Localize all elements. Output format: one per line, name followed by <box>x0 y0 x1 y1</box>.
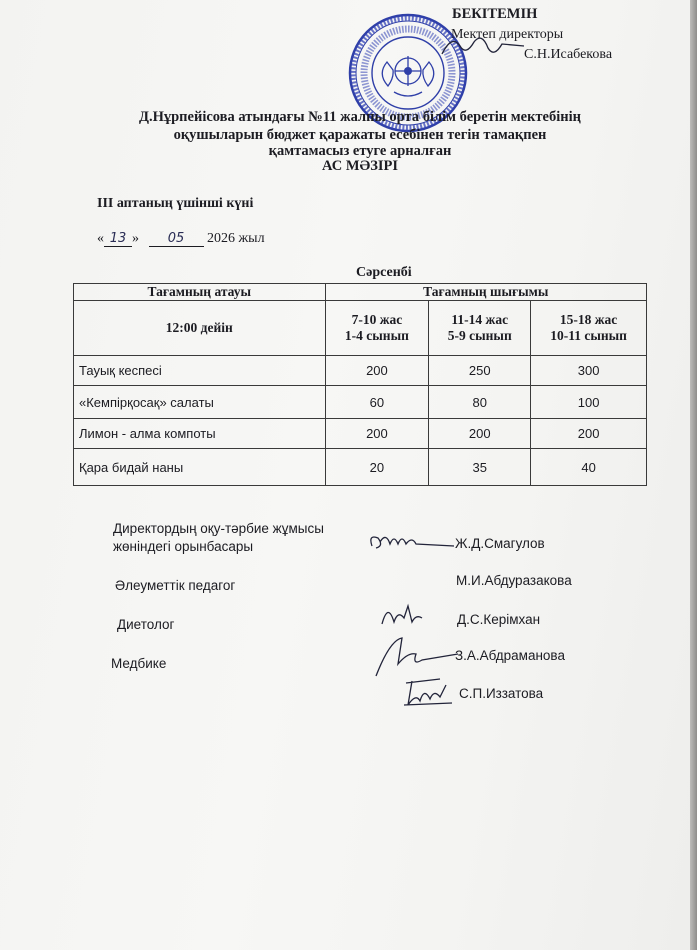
yield-cell: 200 <box>325 419 429 449</box>
date-day: 13 <box>104 231 132 247</box>
weekday: Сәрсенбі <box>356 265 412 280</box>
director-signature <box>438 32 528 62</box>
title-line-2: оқушыларын бюджет қаражаты есебінен тегін тамақпен <box>173 127 547 143</box>
title-line-4: АС МӘЗІРІ <box>321 158 399 174</box>
title-line-1: Д.Нұрпейісова атындағы №11 жалпы орта білім беретін мектебінің <box>138 109 582 125</box>
deputy-name: Ж.Д.Смагулов <box>455 536 545 551</box>
date-line <box>97 231 265 247</box>
age-group-2: 11-14 жас 5-9 сынып <box>429 301 531 356</box>
deputy-title-line-2: жөніндегі орынбасары <box>113 539 254 554</box>
dish-name: Тауық кеспесі <box>74 356 326 386</box>
col-name-header: Тағамның атауы <box>74 284 326 301</box>
table-row <box>74 386 647 419</box>
yield-cell: 200 <box>531 419 647 449</box>
approval-position: Мектеп директоры <box>451 27 564 42</box>
table-header-row <box>74 284 647 301</box>
extra-name: С.П.Иззатова <box>459 686 544 701</box>
yield-cell: 300 <box>531 356 647 386</box>
diet-name: Д.С.Керімхан <box>457 612 541 627</box>
yield-cell: 60 <box>325 386 429 419</box>
age-group-1: 7-10 жас 1-4 сынып <box>325 301 429 356</box>
nurse-title: Медбике <box>111 656 167 671</box>
table-row <box>74 356 647 386</box>
yield-cell: 35 <box>429 449 531 486</box>
table-subheader-row <box>74 301 647 356</box>
date-open-quote: « <box>97 231 104 246</box>
yield-cell: 80 <box>429 386 531 419</box>
social-title: Әлеуметтік педагог <box>115 578 236 593</box>
page-edge <box>690 0 697 950</box>
social-name: М.И.Абдуразакова <box>456 573 572 588</box>
yield-cell: 250 <box>429 356 531 386</box>
table-row <box>74 419 647 449</box>
title-line-3: қамтамасыз етуге арналған <box>268 143 452 159</box>
approval-heading: БЕКІТЕМІН <box>452 6 538 22</box>
date-year: 2026 жыл <box>207 231 265 246</box>
age-group-3: 15-18 жас 10-11 сынып <box>531 301 647 356</box>
time-label: 12:00 дейін <box>74 301 326 356</box>
table-row <box>74 449 647 486</box>
menu-table <box>73 283 647 486</box>
nurse-name: З.А.Абдраманова <box>455 648 565 663</box>
yield-cell: 200 <box>325 356 429 386</box>
diet-title: Диетолог <box>117 617 175 632</box>
yield-cell: 100 <box>531 386 647 419</box>
date-month: 05 <box>149 231 204 247</box>
extra-signature <box>400 675 460 709</box>
date-close-quote: » <box>132 231 139 246</box>
yield-cell: 20 <box>325 449 429 486</box>
diet-signature <box>378 600 426 634</box>
deputy-signature <box>366 528 458 554</box>
dish-name: «Кемпірқосақ» салаты <box>74 386 326 419</box>
yield-cell: 40 <box>531 449 647 486</box>
deputy-title-line-1: Директордың оқу-тәрбие жұмысы <box>113 521 324 536</box>
dish-name: Қара бидай наны <box>74 449 326 486</box>
col-yield-header: Тағамның шығымы <box>325 284 647 301</box>
dish-name: Лимон - алма компоты <box>74 419 326 449</box>
day-label: ІІІ аптаның үшінші күні <box>97 196 254 211</box>
approval-name: С.Н.Исабекова <box>524 47 613 62</box>
yield-cell: 200 <box>429 419 531 449</box>
